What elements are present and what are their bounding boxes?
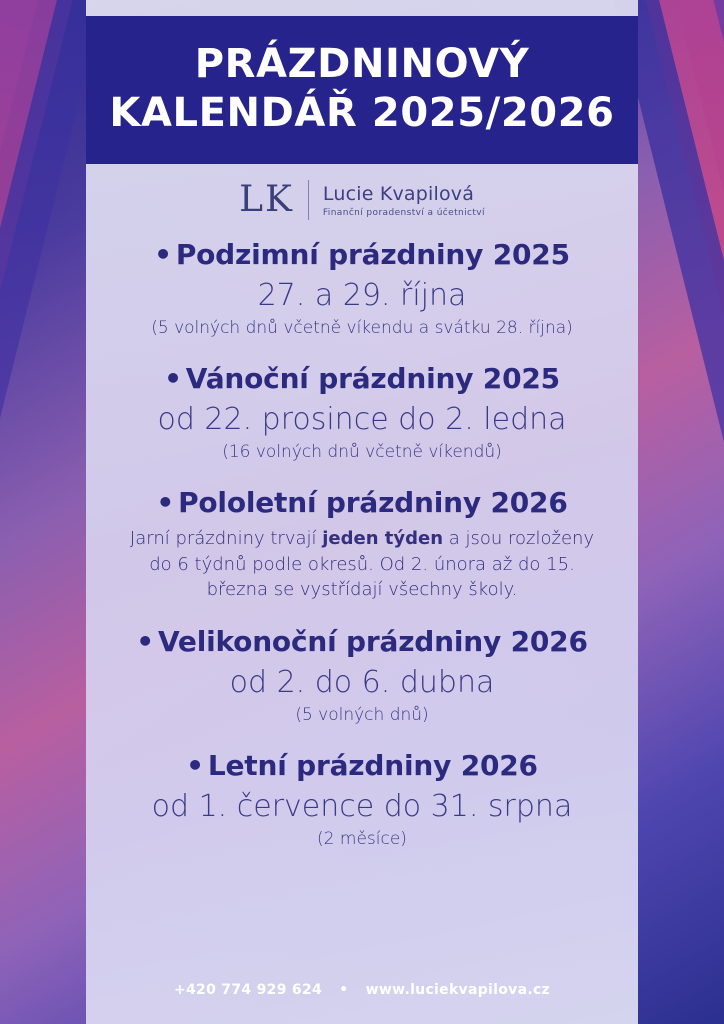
- holiday-title: [86, 362, 638, 396]
- holiday-title: [86, 238, 638, 272]
- holiday-title: [86, 749, 638, 783]
- holiday-date: od 22. prosince do 2. ledna: [157, 402, 567, 438]
- holiday-note: (2 měsíce): [317, 829, 407, 850]
- holiday-date: od 1. července do 31. srpna: [151, 789, 573, 825]
- holiday-title: [86, 486, 638, 520]
- holiday-title-text: Letní prázdniny 2026: [207, 749, 538, 783]
- holiday-note: (16 volných dnů včetně víkendů): [222, 442, 502, 463]
- holiday-entry-autumn: [86, 238, 638, 340]
- bullet-icon: •: [154, 238, 172, 271]
- bullet-icon: •: [156, 486, 175, 520]
- logo-tagline: Finanční poradenství a účetnictví: [322, 207, 485, 218]
- holiday-entry-easter: [86, 625, 638, 727]
- holiday-entry-semester: [86, 486, 638, 603]
- footer-website-link[interactable]: www.luciekvapilova.cz: [365, 982, 550, 998]
- brand-logo: [0, 180, 724, 220]
- holiday-note: (5 volných dnů): [295, 705, 429, 726]
- holiday-date: 27. a 29. října: [257, 278, 467, 314]
- holiday-entry-summer: [86, 749, 638, 851]
- holiday-date: od 2. do 6. dubna: [229, 665, 495, 701]
- poster-footer: [0, 982, 724, 998]
- holiday-title-text: Pololetní prázdniny 2026: [178, 486, 568, 520]
- page-title-line-2: KALENDÁŘ 2025/2026: [109, 89, 615, 136]
- holiday-paragraph-emphasis: jeden týden: [322, 528, 444, 550]
- logo-company-name: Lucie Kvapilová: [322, 182, 475, 205]
- holiday-title-text: Vánoční prázdniny 2025: [185, 362, 560, 396]
- footer-phone[interactable]: +420 774 929 624: [173, 982, 323, 998]
- holiday-paragraph-part2: a jsou rozloženy do 6 týdnů podle okresů. Od 2. února až do 15. března se vystřídají všechny školy.: [149, 528, 595, 601]
- logo-divider: [308, 180, 309, 220]
- holiday-paragraph-part1: Jarní prázdniny trvají: [129, 528, 323, 550]
- holiday-note: (5 volných dnů včetně víkendu a svátku 28. října): [151, 318, 573, 339]
- page-title-line-1: PRÁZDNINOVÝ: [194, 41, 530, 87]
- holiday-title-text: Podzimní prázdniny 2025: [175, 238, 570, 271]
- bullet-icon: •: [164, 362, 182, 396]
- logo-monogram-icon: LK: [239, 179, 294, 220]
- logo-text-group: [323, 183, 485, 218]
- bullet-icon: •: [186, 749, 204, 783]
- holiday-list: [86, 238, 638, 873]
- bullet-icon: •: [136, 624, 154, 658]
- poster-header: [86, 16, 638, 164]
- holiday-entry-christmas: [86, 362, 638, 464]
- holiday-title: [86, 625, 638, 659]
- holiday-paragraph: [86, 526, 638, 603]
- footer-separator-icon: •: [339, 982, 349, 998]
- holiday-title-text: Velikonoční prázdniny 2026: [157, 624, 588, 658]
